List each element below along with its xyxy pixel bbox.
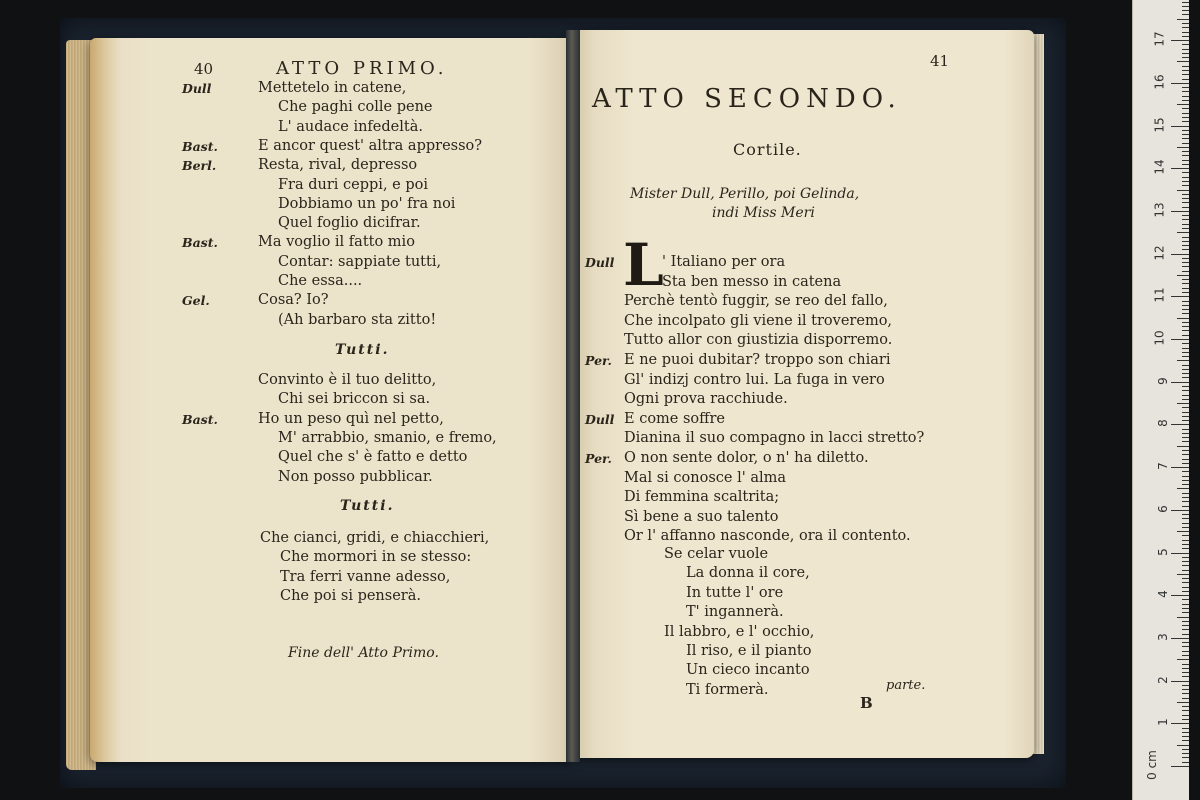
ruler-tick [1177, 617, 1189, 618]
ruler-tick [1182, 241, 1189, 242]
ruler-tick [1171, 595, 1189, 596]
ruler-tick [1177, 318, 1189, 319]
ruler-label: 11 [1152, 287, 1167, 303]
aria-line: Se celar vuole [664, 546, 769, 562]
ruler-tick [1182, 757, 1189, 758]
ruler-tick [1182, 301, 1189, 302]
ruler-tick [1177, 360, 1189, 361]
ruler-label: 3 [1156, 633, 1171, 641]
ruler-tick [1182, 194, 1189, 195]
drop-cap: L [623, 231, 664, 299]
ruler-tick [1182, 629, 1189, 630]
ruler-tick [1171, 467, 1189, 468]
ruler-tick [1182, 732, 1189, 733]
ruler-tick [1182, 668, 1189, 669]
ruler-tick [1182, 621, 1189, 622]
ruler-tick [1182, 23, 1189, 24]
ruler-tick [1182, 74, 1189, 75]
ruler-tick [1182, 561, 1189, 562]
ruler-tick [1182, 591, 1189, 592]
ruler-tick [1182, 292, 1189, 293]
ruler-tick [1171, 296, 1189, 297]
ruler-tick [1182, 249, 1189, 250]
ruler-tick [1177, 446, 1189, 447]
ruler-tick [1182, 664, 1189, 665]
ruler-tick [1182, 237, 1189, 238]
ruler-tick [1182, 215, 1189, 216]
ruler-tick [1182, 143, 1189, 144]
ruler-tick [1171, 382, 1189, 383]
speaker-label: Berl. [182, 158, 217, 174]
verse-line: Dobbiamo un po' fra noi [278, 195, 456, 212]
verse-line: Ma voglio il fatto mio [258, 234, 415, 251]
ruler-tick [1171, 766, 1189, 767]
verse-line: Che essa.... [278, 273, 363, 289]
ruler-tick [1182, 134, 1189, 135]
ruler-tick [1182, 437, 1189, 438]
verse-line: Ho un peso quì nel petto, [258, 410, 444, 427]
ruler-tick [1182, 463, 1189, 464]
ruler-tick [1182, 646, 1189, 647]
ruler-tick [1182, 599, 1189, 600]
ruler-tick [1182, 279, 1189, 280]
verse-line: Che mormori in se stesso: [280, 549, 472, 566]
ruler-tick [1171, 681, 1189, 682]
ruler-tick [1182, 514, 1189, 515]
ruler-label: 10 [1152, 330, 1167, 346]
ruler-tick [1182, 450, 1189, 451]
verse-line: Che poi si penserà. [280, 587, 421, 604]
verse-line: Or l' affanno nasconde, ora il contento. [624, 528, 911, 545]
verse-line: E ne puoi dubitar? troppo son chiari [624, 352, 891, 368]
ruler-tick [1182, 348, 1189, 349]
ruler-tick [1182, 540, 1189, 541]
ruler-tick [1182, 14, 1189, 15]
ruler-tick [1177, 232, 1189, 233]
ruler-tick [1177, 574, 1189, 575]
verse-line: Mettetelo in catene, [258, 80, 407, 96]
ruler-tick [1177, 147, 1189, 148]
ruler-tick [1182, 719, 1189, 720]
ruler-tick [1182, 740, 1189, 741]
ruler-tick [1182, 480, 1189, 481]
ruler-tick [1182, 164, 1189, 165]
measuring-ruler [1132, 0, 1189, 800]
ruler-tick [1182, 207, 1189, 208]
ruler-tick [1182, 523, 1189, 524]
ruler-tick [1171, 254, 1189, 255]
speaker-label: Per. [585, 353, 612, 368]
ruler-tick [1182, 87, 1189, 88]
verse-line: Sì bene a suo talento [624, 508, 779, 525]
book-gutter [566, 30, 580, 762]
signature-mark: B [860, 694, 873, 712]
ruler-tick [1182, 557, 1189, 558]
ruler-tick [1182, 305, 1189, 306]
ruler-tick [1182, 369, 1189, 370]
verse-line: Convinto è il tuo delitto, [258, 372, 437, 388]
verse-line: Ogni prova racchiude. [624, 391, 788, 408]
ruler-tick [1182, 356, 1189, 357]
ruler-tick [1182, 185, 1189, 186]
ruler-tick [1182, 44, 1189, 45]
ruler-tick [1182, 335, 1189, 336]
ruler-tick [1182, 172, 1189, 173]
ruler-tick [1182, 399, 1189, 400]
ruler-tick [1182, 706, 1189, 707]
ruler-tick [1182, 506, 1189, 507]
verse-line: Contar: sappiate tutti, [278, 253, 442, 270]
ruler-tick [1182, 497, 1189, 498]
ruler-tick [1177, 488, 1189, 489]
speaker-label: Per. [585, 451, 612, 466]
ruler-tick [1182, 219, 1189, 220]
ruler-tick [1182, 420, 1189, 421]
ruler-tick [1182, 322, 1189, 323]
ruler-tick [1182, 53, 1189, 54]
ruler-tick [1182, 66, 1189, 67]
ruler-tick [1182, 407, 1189, 408]
ruler-tick [1182, 151, 1189, 152]
verse-line: Dianina il suo compagno in lacci stretto? [624, 430, 925, 447]
ruler-tick [1182, 202, 1189, 203]
ruler-tick [1171, 83, 1189, 84]
verse-line: M' arrabbio, smanio, e fremo, [278, 429, 497, 446]
ruler-tick [1182, 608, 1189, 609]
aria-line: Il labbro, e l' occhio, [664, 623, 815, 640]
ruler-tick [1182, 49, 1189, 50]
verse-line: Fra duri ceppi, e poi [278, 176, 429, 193]
speaker-label: Bast. [182, 138, 218, 154]
ruler-label: 9 [1156, 376, 1171, 385]
ruler-tick [1182, 518, 1189, 519]
ruler-tick [1182, 343, 1189, 344]
ruler-tick [1182, 27, 1189, 28]
ruler-tick [1182, 313, 1189, 314]
ruler-tick [1182, 32, 1189, 33]
ruler-label: 1 [1156, 718, 1171, 727]
right-page-number: 41 [930, 52, 950, 70]
ruler-tick [1182, 565, 1189, 566]
ruler-tick [1182, 749, 1189, 750]
aria-line: T' ingannerà. [686, 604, 784, 621]
ruler-tick [1182, 416, 1189, 417]
catchword: parte. [886, 678, 926, 693]
ruler-tick [1182, 258, 1189, 259]
verse-line: E come soffre [624, 410, 725, 427]
ruler-tick [1182, 655, 1189, 656]
ruler-tick [1171, 126, 1189, 127]
aria-line: La donna il core, [686, 565, 810, 582]
ruler-label: 7 [1156, 462, 1171, 470]
verse-line: Di femmina scaltrita; [624, 489, 780, 506]
ruler-tick [1182, 710, 1189, 711]
verse-line: (Ah barbaro sta zitto! [278, 311, 437, 328]
ruler-tick [1182, 373, 1189, 374]
ruler-tick [1182, 693, 1189, 694]
ruler-tick [1182, 181, 1189, 182]
ruler-label: 16 [1152, 74, 1167, 90]
characters-line-2: indi Miss Meri [712, 205, 815, 221]
ruler-tick [1182, 326, 1189, 327]
ruler-tick [1182, 689, 1189, 690]
ruler-tick [1182, 386, 1189, 387]
ruler-tick [1182, 36, 1189, 37]
verse-line: Sta ben messo in catena [662, 273, 842, 290]
ruler-label: 8 [1156, 419, 1171, 428]
ruler-tick [1171, 723, 1189, 724]
verse-line: Quel che s' è fatto e detto [278, 449, 468, 466]
ruler-tick [1182, 441, 1189, 442]
ruler-tick [1182, 672, 1189, 673]
ruler-label: 4 [1156, 590, 1171, 599]
ruler-label: 17 [1152, 31, 1167, 47]
ruler-tick [1182, 544, 1189, 545]
ruler-tick [1182, 117, 1189, 118]
ruler-tick [1182, 604, 1189, 605]
aria-line: In tutte l' ore [686, 584, 784, 601]
verse-line: L' audace infedeltà. [278, 118, 423, 135]
ruler-tick [1182, 753, 1189, 754]
ruler-tick [1182, 493, 1189, 494]
verse-line: Perchè tentò fuggir, se reo del fallo, [624, 293, 888, 310]
ruler-tick [1182, 2, 1189, 3]
scene-heading: Cortile. [733, 140, 802, 159]
ruler-tick [1182, 484, 1189, 485]
speaker-label: Dull [585, 411, 615, 427]
verse-line: Quel foglio dicifrar. [278, 215, 421, 232]
ruler-tick [1182, 412, 1189, 413]
ruler-tick [1182, 625, 1189, 626]
ruler-tick [1182, 309, 1189, 310]
verse-line: Che incolpato gli viene il troveremo, [624, 312, 893, 329]
tutti-heading-2: Tutti. [340, 498, 395, 514]
ruler-tick [1177, 403, 1189, 404]
ruler-tick [1182, 130, 1189, 131]
ruler-tick [1182, 198, 1189, 199]
ruler-tick [1182, 612, 1189, 613]
verse-line: E ancor quest' altra appresso? [258, 137, 483, 154]
ruler-tick [1182, 155, 1189, 156]
ruler-tick [1182, 352, 1189, 353]
ruler-label: 0 cm [1145, 750, 1160, 780]
ruler-label: 12 [1152, 244, 1167, 261]
act-title: ATTO SECONDO. [592, 84, 902, 114]
speaker-label: Bast. [182, 235, 218, 251]
ruler-tick [1177, 745, 1189, 746]
verse-line: O non sente dolor, o n' ha diletto. [624, 450, 869, 466]
ruler-tick [1182, 271, 1189, 272]
ruler-tick [1182, 535, 1189, 536]
ruler-tick [1171, 510, 1189, 511]
ruler-tick [1182, 433, 1189, 434]
ruler-tick [1182, 262, 1189, 263]
verse-line: Chi sei briccon si sa. [278, 391, 431, 408]
ruler-label: 2 [1156, 675, 1171, 684]
ruler-tick [1182, 676, 1189, 677]
ruler-tick [1182, 91, 1189, 92]
ruler-tick [1182, 728, 1189, 729]
ruler-tick [1177, 61, 1189, 62]
speaker-label: Gel. [182, 293, 210, 309]
ruler-tick [1182, 634, 1189, 635]
ruler-tick [1182, 715, 1189, 716]
verse-line: Che paghi colle pene [278, 99, 433, 116]
ruler-label: 6 [1156, 504, 1171, 513]
aria-line: Il riso, e il pianto [686, 643, 812, 659]
ruler-tick [1182, 570, 1189, 571]
verse-line: Gl' indizj contro lui. La fuga in vero [624, 371, 885, 388]
ruler-tick [1182, 96, 1189, 97]
aria-line: Ti formerà. [686, 681, 769, 698]
ruler-tick [1177, 190, 1189, 191]
ruler-tick [1182, 6, 1189, 7]
left-page-number: 40 [194, 60, 214, 78]
ruler-tick [1182, 762, 1189, 763]
verse-line: Non posso pubblicar. [278, 468, 433, 485]
speaker-label: Bast. [182, 411, 218, 427]
ruler-tick [1182, 651, 1189, 652]
ruler-label: 14 [1152, 159, 1167, 175]
verse-line: Tra ferri vanne adesso, [280, 568, 451, 585]
ruler-tick [1177, 531, 1189, 532]
ruler-tick [1182, 283, 1189, 284]
ruler-label: 13 [1152, 202, 1167, 218]
ruler-tick [1182, 266, 1189, 267]
ruler-tick [1182, 245, 1189, 246]
ruler-tick [1177, 104, 1189, 105]
tutti-heading-1: Tutti. [335, 342, 390, 358]
ruler-tick [1171, 424, 1189, 425]
ruler-tick [1182, 108, 1189, 109]
ruler-tick [1182, 429, 1189, 430]
ruler-tick [1182, 476, 1189, 477]
ruler-tick [1182, 330, 1189, 331]
ruler-tick [1182, 698, 1189, 699]
ruler-tick [1182, 79, 1189, 80]
ruler-tick [1182, 57, 1189, 58]
ruler-tick [1182, 121, 1189, 122]
ruler-tick [1182, 527, 1189, 528]
aria-line: Un cieco incanto [686, 662, 810, 679]
verse-line: Cosa? Io? [258, 292, 329, 309]
ruler-tick [1182, 138, 1189, 139]
ruler-tick [1182, 501, 1189, 502]
ruler-tick [1182, 177, 1189, 178]
ruler-tick [1182, 365, 1189, 366]
ruler-tick [1182, 471, 1189, 472]
ruler-label: 15 [1152, 116, 1167, 133]
ruler-tick [1182, 224, 1189, 225]
end-of-act-line: Fine dell' Atto Primo. [288, 645, 439, 661]
characters-line-1: Mister Dull, Perillo, poi Gelinda, [630, 186, 860, 202]
ruler-tick [1171, 339, 1189, 340]
ruler-tick [1182, 113, 1189, 114]
ruler-tick [1177, 659, 1189, 660]
speaker-label: Dull [182, 81, 212, 96]
verse-line: ' Italiano per ora [662, 254, 786, 270]
ruler-tick [1182, 548, 1189, 549]
ruler-tick [1182, 395, 1189, 396]
ruler-tick [1182, 587, 1189, 588]
ruler-tick [1182, 377, 1189, 378]
ruler-tick [1171, 168, 1189, 169]
ruler-tick [1182, 100, 1189, 101]
ruler-tick [1171, 40, 1189, 41]
ruler-tick [1182, 390, 1189, 391]
ruler-tick [1182, 70, 1189, 71]
ruler-tick [1177, 275, 1189, 276]
ruler-tick [1177, 702, 1189, 703]
ruler-tick [1182, 228, 1189, 229]
ruler-tick [1182, 454, 1189, 455]
ruler-tick [1182, 578, 1189, 579]
verse-line: Resta, rival, depresso [258, 157, 418, 174]
ruler-tick [1182, 459, 1189, 460]
ruler-tick [1182, 288, 1189, 289]
verse-line: Mal si conosce l' alma [624, 469, 787, 486]
ruler-tick [1182, 642, 1189, 643]
left-running-head: ATTO PRIMO. [276, 58, 448, 79]
verse-line: Che cianci, gridi, e chiacchieri, [260, 530, 490, 546]
ruler-tick [1182, 160, 1189, 161]
ruler-tick [1182, 582, 1189, 583]
ruler-tick [1171, 211, 1189, 212]
ruler-tick [1182, 736, 1189, 737]
verse-line: Tutto allor con giustizia disporremo. [624, 332, 893, 349]
ruler-tick [1182, 10, 1189, 11]
speaker-label: Dull [585, 255, 615, 270]
ruler-tick [1182, 685, 1189, 686]
ruler-tick [1171, 638, 1189, 639]
ruler-label: 5 [1156, 547, 1171, 556]
ruler-tick [1177, 19, 1189, 20]
ruler-tick [1171, 553, 1189, 554]
